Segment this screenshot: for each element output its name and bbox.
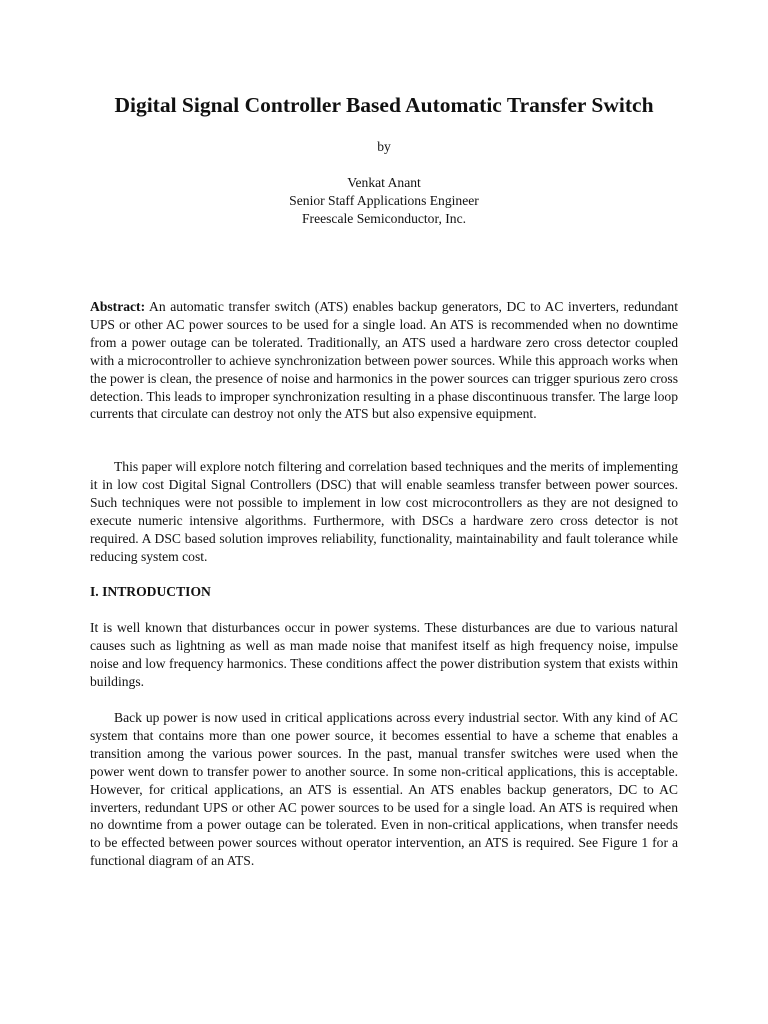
byline-by: by (377, 139, 391, 154)
abstract-text: An automatic transfer switch (ATS) enables backup generators, DC to AC inverters, redundant UPS or other AC power sources to be used for a single load. An ATS is recommended when no downtime from a power outage can be tolerated. Traditionally, an ATS used a hardware zero cross detector coupled with a microcontroller to achieve synchronization between power sources. While this approach works when the power is clean, the presence of noise and harmonics in the power sources can trigger spurious zero cross detection. This leads to improper synchronization resulting in a phase discontinuous transfer. The large loop currents that circulate can destroy not only the ATS but also expensive equipment. (90, 299, 678, 422)
author-role: Senior Staff Applications Engineer (289, 193, 479, 208)
author-name: Venkat Anant (347, 175, 421, 190)
abstract-label: Abstract: (90, 299, 146, 314)
abstract-paragraph (90, 298, 678, 423)
intro-paragraph-2: Back up power is now used in critical applications across every industrial sector. With any kind of AC system that contains more than one power source, it becomes essential to have a scheme that enables a transition among the various power sources. In the past, manual transfer switches were used when the power went down to transfer power to another source. In some non-critical applications, this is acceptable. However, for critical applications, an ATS is essential. An ATS enables backup generators, DC to AC inverters, redundant UPS or other AC power sources to be used for a single load. An ATS is required when no downtime from a power outage can be tolerated. Even in non-critical applications, when transfer needs to be effected between power sources without operator intervention, an ATS is required. See Figure 1 for a functional diagram of an ATS. (90, 710, 678, 869)
abstract-paragraph-2: This paper will explore notch filtering and correlation based techniques and the merits of implementing it in low cost Digital Signal Controllers (DSC) that will enable seamless transfer between power sources. Such techniques were not possible to implement in low cost microcontrollers as they are not designed to execute numeric intensive algorithms. Furthermore, with DSCs a hardware zero cross detector is not required. A DSC based solution improves reliability, functionality, maintainability and fault tolerance while reducing system cost. (90, 459, 678, 564)
author-affiliation: Freescale Semiconductor, Inc. (301, 211, 467, 226)
intro-paragraph-1: It is well known that disturbances occur in power systems. These disturbances are due to various natural causes such as lightning as well as man made noise that manifest itself as high frequency noise, impulse noise and low frequency harmonics. These conditions affect the power distribution system that exists within buildings. (90, 620, 678, 689)
section-heading-introduction: I. INTRODUCTION (90, 584, 211, 599)
paper-title: Digital Signal Controller Based Automatic Transfer Switch (114, 93, 654, 117)
